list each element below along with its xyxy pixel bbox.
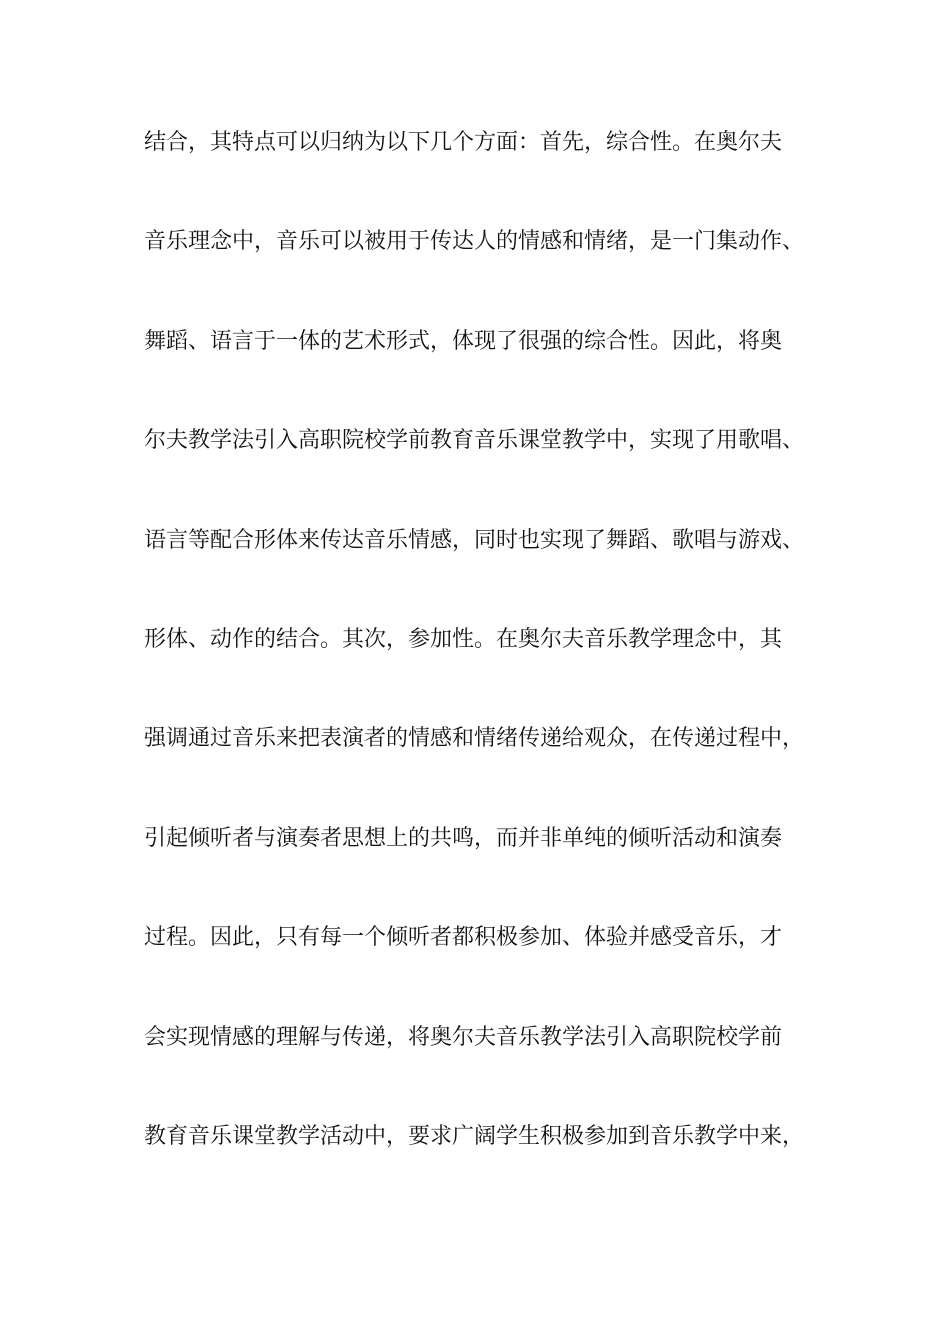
text-line: 音乐理念中，音乐可以被用于传达人的情感和情绪，是一门集动作、 bbox=[144, 229, 805, 255]
text-line: 舞蹈、语言于一体的艺术形式，体现了很强的综合性。因此，将奥 bbox=[144, 328, 783, 354]
text-line: 结合，其特点可以归纳为以下几个方面：首先，综合性。在奥尔夫 bbox=[144, 130, 783, 155]
text-line: 教育音乐课堂教学活动中，要求广阔学生积极参加到音乐教学中来， bbox=[144, 1123, 805, 1149]
text-line: 形体、动作的结合。其次，参加性。在奥尔夫音乐教学理念中，其 bbox=[144, 626, 783, 652]
text-line: 过程。因此，只有每一个倾听者都积极参加、体验并感受音乐，才 bbox=[144, 925, 783, 951]
body-text bbox=[144, 130, 834, 1223]
text-line: 引起倾听者与演奏者思想上的共鸣，而并非单纯的倾听活动和演奏 bbox=[144, 825, 783, 851]
text-line: 尔夫教学法引入高职院校学前教育音乐课堂教学中，实现了用歌唱、 bbox=[144, 428, 805, 454]
text-line: 会实现情感的理解与传递，将奥尔夫音乐教学法引入高职院校学前 bbox=[144, 1024, 783, 1050]
text-line: 语言等配合形体来传达音乐情感，同时也实现了舞蹈、歌唱与游戏、 bbox=[144, 527, 805, 553]
text-line: 强调通过音乐来把表演者的情感和情绪传递给观众，在传递过程中， bbox=[144, 726, 805, 752]
